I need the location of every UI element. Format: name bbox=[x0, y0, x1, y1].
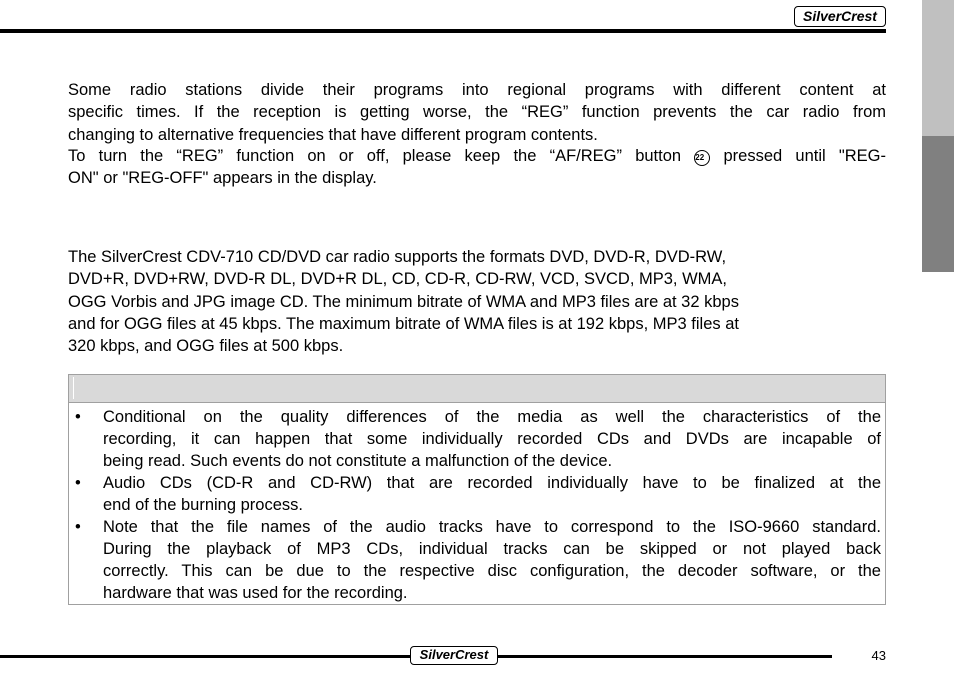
text-line: ON" or "REG-OFF" appears in the display. bbox=[68, 169, 377, 188]
text-line: Audio CDs (CD-R and CD-RW) that are recorded individually have to be finalized at the bbox=[103, 474, 881, 492]
page-number: 43 bbox=[871, 648, 886, 663]
text-line: and for OGG files at 45 kbps. The maximum bitrate of WMA files is at 192 kbps, MP3 files at bbox=[68, 314, 739, 333]
text-line bbox=[68, 145, 886, 167]
list-item bbox=[69, 472, 885, 516]
text-line: DVD+R, DVD+RW, DVD-R DL, DVD+R DL, CD, CD-R, CD-RW, VCD, SVCD, MP3, WMA, bbox=[68, 270, 728, 289]
text-line: recording, it can happen that some individually recorded CDs and DVDs are incapable of bbox=[103, 430, 881, 448]
text-line: correctly. This can be due to the respective disc configuration, the decoder software, or the bbox=[103, 562, 881, 580]
note-header-edge bbox=[73, 377, 74, 399]
text-line: OGG Vorbis and JPG image CD. The minimum bitrate of WMA and MP3 files are at 32 kbps bbox=[68, 292, 739, 311]
footer-logo: SilverCrest bbox=[410, 646, 498, 665]
text-line: end of the burning process. bbox=[103, 496, 303, 514]
text-line: hardware that was used for the recording. bbox=[103, 584, 408, 602]
text-line: During the playback of MP3 CDs, individual tracks can be skipped or not played back bbox=[103, 540, 881, 558]
note-box bbox=[68, 374, 886, 605]
text-line: specific times. If the reception is getting worse, the “REG” function prevents the car radio from bbox=[68, 103, 886, 122]
header-rule bbox=[0, 29, 886, 33]
footer-rule bbox=[0, 655, 410, 658]
text-line: 320 kbps, and OGG files at 500 kbps. bbox=[68, 337, 344, 356]
bullet-icon: • bbox=[75, 408, 81, 426]
text-line: changing to alternative frequencies that have different program contents. bbox=[68, 125, 598, 144]
formats-paragraph bbox=[68, 246, 868, 357]
note-list bbox=[69, 406, 885, 604]
text-fragment: To turn the “REG” function on or off, please keep the “AF/REG” button bbox=[68, 147, 695, 165]
brand-logo: SilverCrest bbox=[794, 6, 886, 27]
text-line: Conditional on the quality differences of the media as well the characteristics of the bbox=[103, 408, 881, 426]
bullet-icon: • bbox=[75, 518, 81, 536]
text-line: Some radio stations divide their programs into regional programs with different content at bbox=[68, 81, 886, 99]
text-line: being read. Such events do not constitute a malfunction of the device. bbox=[103, 452, 613, 470]
reg-paragraph bbox=[68, 79, 886, 146]
text-line: Note that the file names of the audio tracks have to correspond to the ISO-9660 standard. bbox=[103, 518, 881, 536]
button-reference-icon: 22 bbox=[694, 150, 710, 166]
list-item bbox=[69, 406, 885, 472]
reg-toggle-paragraph bbox=[68, 145, 886, 190]
thumb-tab-dark bbox=[922, 136, 954, 272]
list-item bbox=[69, 516, 885, 604]
bullet-icon: • bbox=[75, 474, 81, 492]
note-header-bar bbox=[69, 375, 885, 403]
text-line: The SilverCrest CDV-710 CD/DVD car radio supports the formats DVD, DVD-R, DVD-RW, bbox=[68, 248, 727, 266]
thumb-tab-light bbox=[922, 0, 954, 136]
text-fragment: pressed until "REG- bbox=[710, 147, 886, 165]
footer-rule bbox=[498, 655, 832, 658]
